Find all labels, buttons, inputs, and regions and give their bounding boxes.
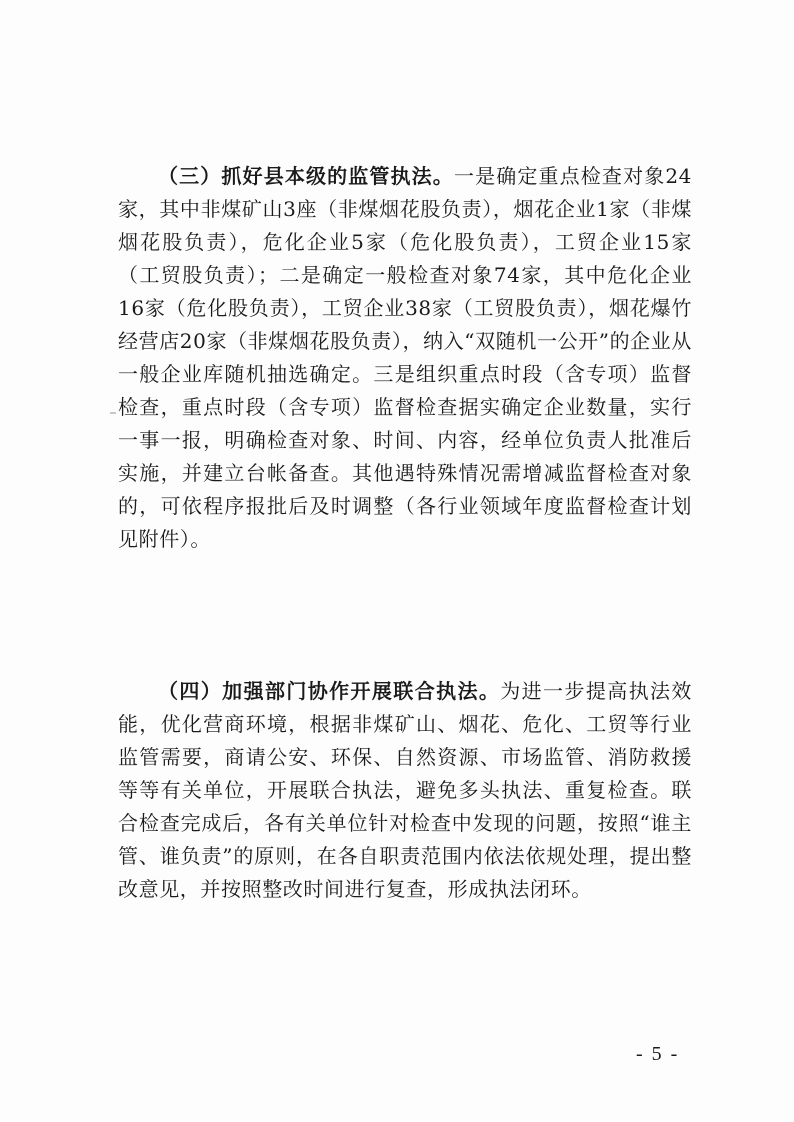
section-heading: （三）抓好县本级的监管执法。 [158,164,454,188]
section-body: 一是确定重点检查对象24家，其中非煤矿山3座（非煤烟花股负责），烟花企业1家（非煤烟花股负责），危化企业5家（危化股负责），工贸企业15家（工贸股负责）；二是确定一般检查对象74家，其中危化企业16家（危化股负责），工贸企业38家（工贸股负责），烟花爆竹经营店20家（非煤烟花股负责），纳入“双随机一公开”的企业从一般企业库随机抽选确定。三是组织重点时段（含专项）监督检查，重点时段（含专项）监督检查据实确定企业数量，实行一事一报，明确检查对象、时间、内容，经单位负责人批准后实施，并建立台帐备查。其他遇特殊情况需增减监督检查对象的，可依程序报批后及时调整（各行业领域年度监督检查计划见附件）。 [118,164,692,551]
paragraph [118,160,692,556]
section-three [118,160,692,556]
section-body: 为进一步提高执法效能，优化营商环境，根据非煤矿山、烟花、危化、工贸等行业监管需要，商请公安、环保、自然资源、市场监管、消防救援等等有关单位，开展联合执法，避免多头执法、重复检查。联合检查完成后，各有关单位针对检查中发现的问题，按照“谁主管、谁负责”的原则，在各自职责范围内依法依规处理，提出整改意见，并按照整改时间进行复查，形成执法闭环。 [118,679,692,901]
paragraph [118,675,692,906]
scan-mark [110,412,116,414]
section-heading: （四）加强部门协作开展联合执法。 [158,679,501,703]
section-four [118,675,692,906]
page-number: - 5 - [636,1043,680,1065]
